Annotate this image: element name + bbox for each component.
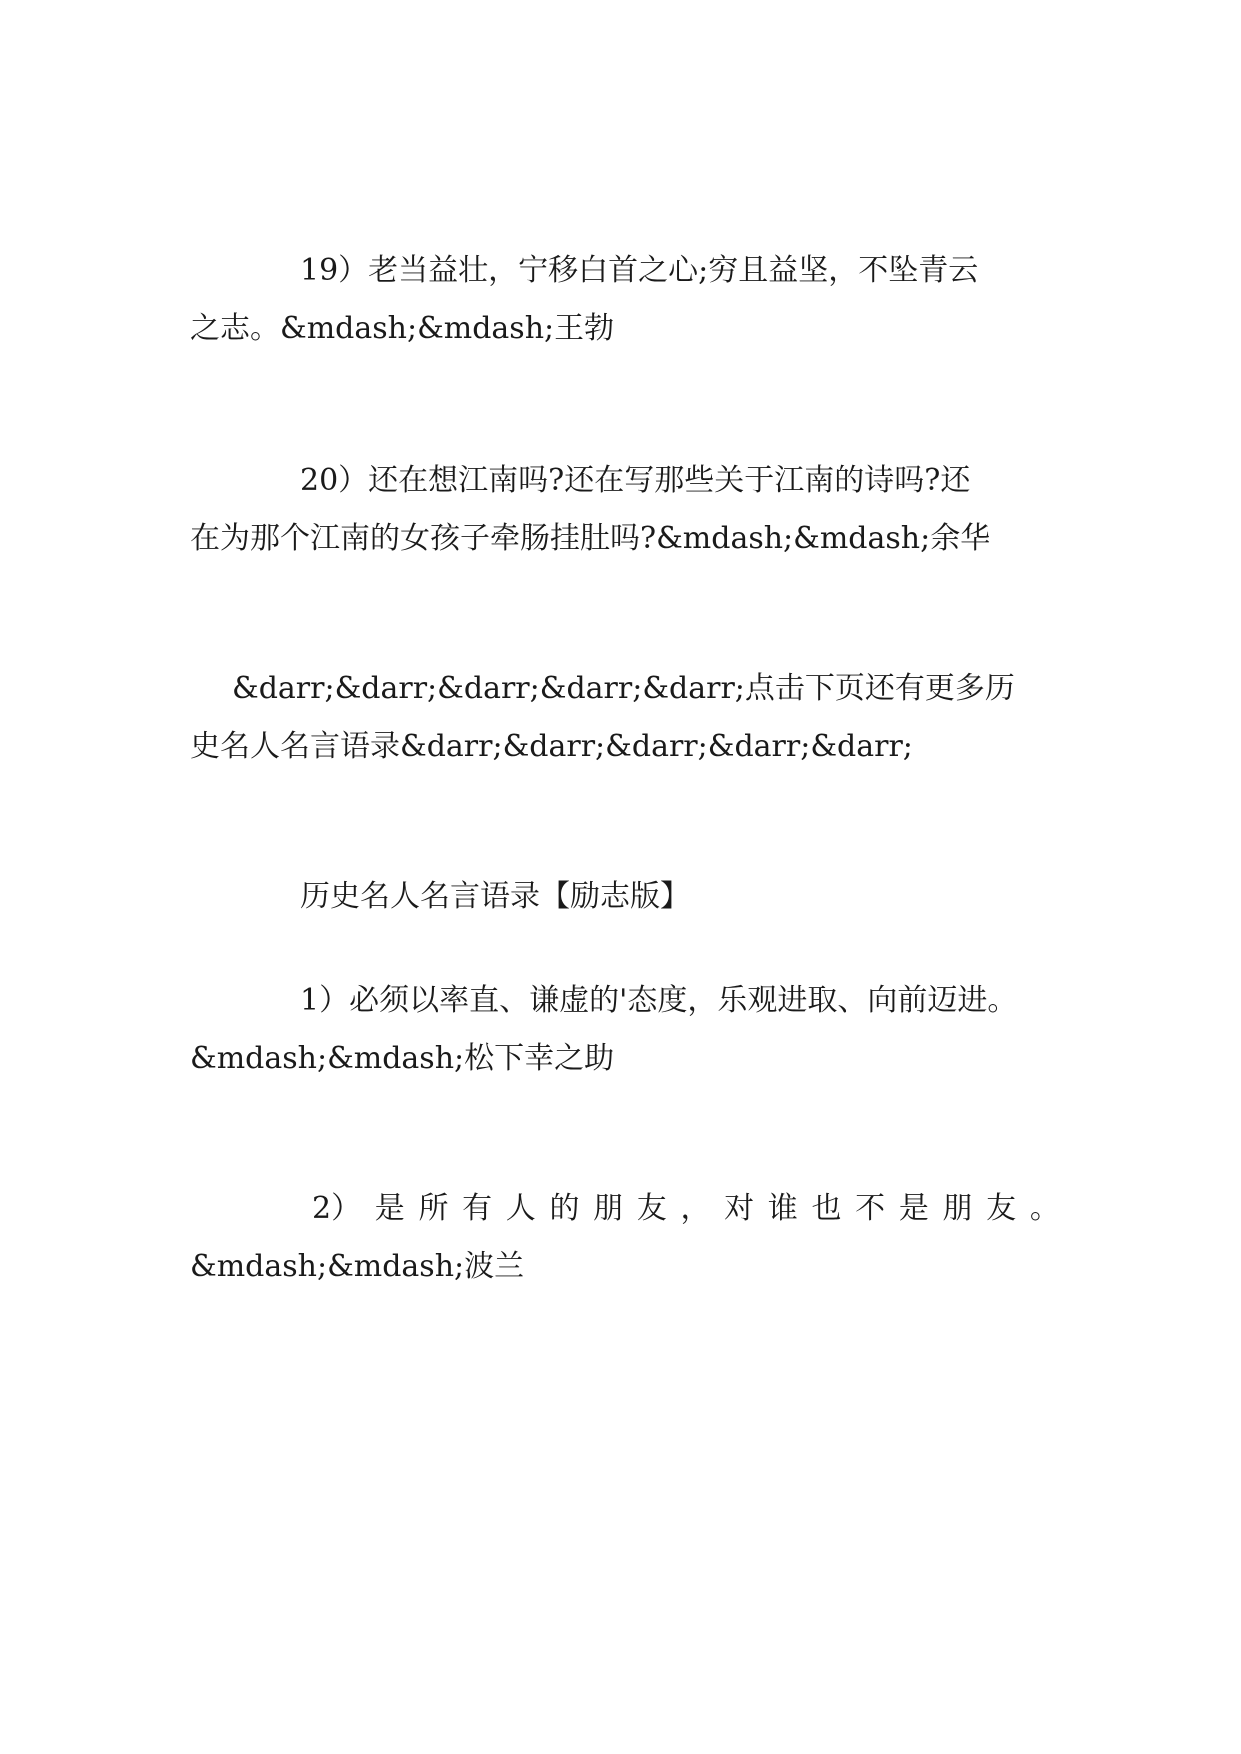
quote-2-char: 对: [724, 1191, 755, 1226]
quote-2-char: 也: [811, 1191, 842, 1226]
quote-2-char: 人: [505, 1191, 536, 1226]
quote-2-char: 是: [898, 1191, 929, 1226]
next-page-note-line-2: 史名人名言语录&darr;&darr;&darr;&darr;&darr;: [190, 729, 913, 764]
quote-1-line-1: 1）必须以率直、谦虚的'态度，乐观进取、向前迈进。: [300, 983, 1018, 1018]
quote-2: [190, 1180, 1060, 1296]
section-heading: [190, 868, 1060, 926]
quote-2-char: 朋: [593, 1191, 624, 1226]
quote-2-line-2: &mdash;&mdash;波兰: [190, 1249, 525, 1284]
next-page-note: [190, 660, 1060, 776]
quote-2-char: 友: [636, 1191, 667, 1226]
quote-2-char: 朋: [942, 1191, 973, 1226]
quote-2-char: 的: [549, 1191, 580, 1226]
section-heading-text: 历史名人名言语录【励志版】: [300, 879, 690, 914]
quote-1-line-2: &mdash;&mdash;松下幸之助: [190, 1041, 615, 1076]
quote-2-char: 所: [418, 1191, 449, 1226]
quote-2-char: 。: [1029, 1191, 1060, 1226]
quote-2-char: 谁: [767, 1191, 798, 1226]
quote-2-char: 不: [855, 1191, 886, 1226]
quote-20-line-1: 20）还在想江南吗?还在写那些关于江南的诗吗?还: [300, 463, 971, 498]
quote-2-char: 是: [374, 1191, 405, 1226]
quote-20: [190, 452, 1060, 568]
quote-2-char: 2）: [312, 1191, 362, 1226]
quote-1: [190, 972, 1060, 1088]
quote-2-char: 有: [462, 1191, 493, 1226]
quote-2-line-1: [190, 1180, 1060, 1238]
quote-19: [190, 242, 1060, 358]
quote-19-line-2: 之志。&mdash;&mdash;王勃: [190, 311, 615, 346]
quote-19-line-1: 19）老当益壮，宁移白首之心;穷且益坚，不坠青云: [300, 253, 979, 288]
quote-2-char: 友: [986, 1191, 1017, 1226]
next-page-note-line-1: &darr;&darr;&darr;&darr;&darr;点击下页还有更多历: [232, 671, 1015, 706]
quote-20-line-2: 在为那个江南的女孩子牵肠挂肚吗?&mdash;&mdash;余华: [190, 521, 991, 556]
quote-2-char: ，: [680, 1191, 711, 1226]
